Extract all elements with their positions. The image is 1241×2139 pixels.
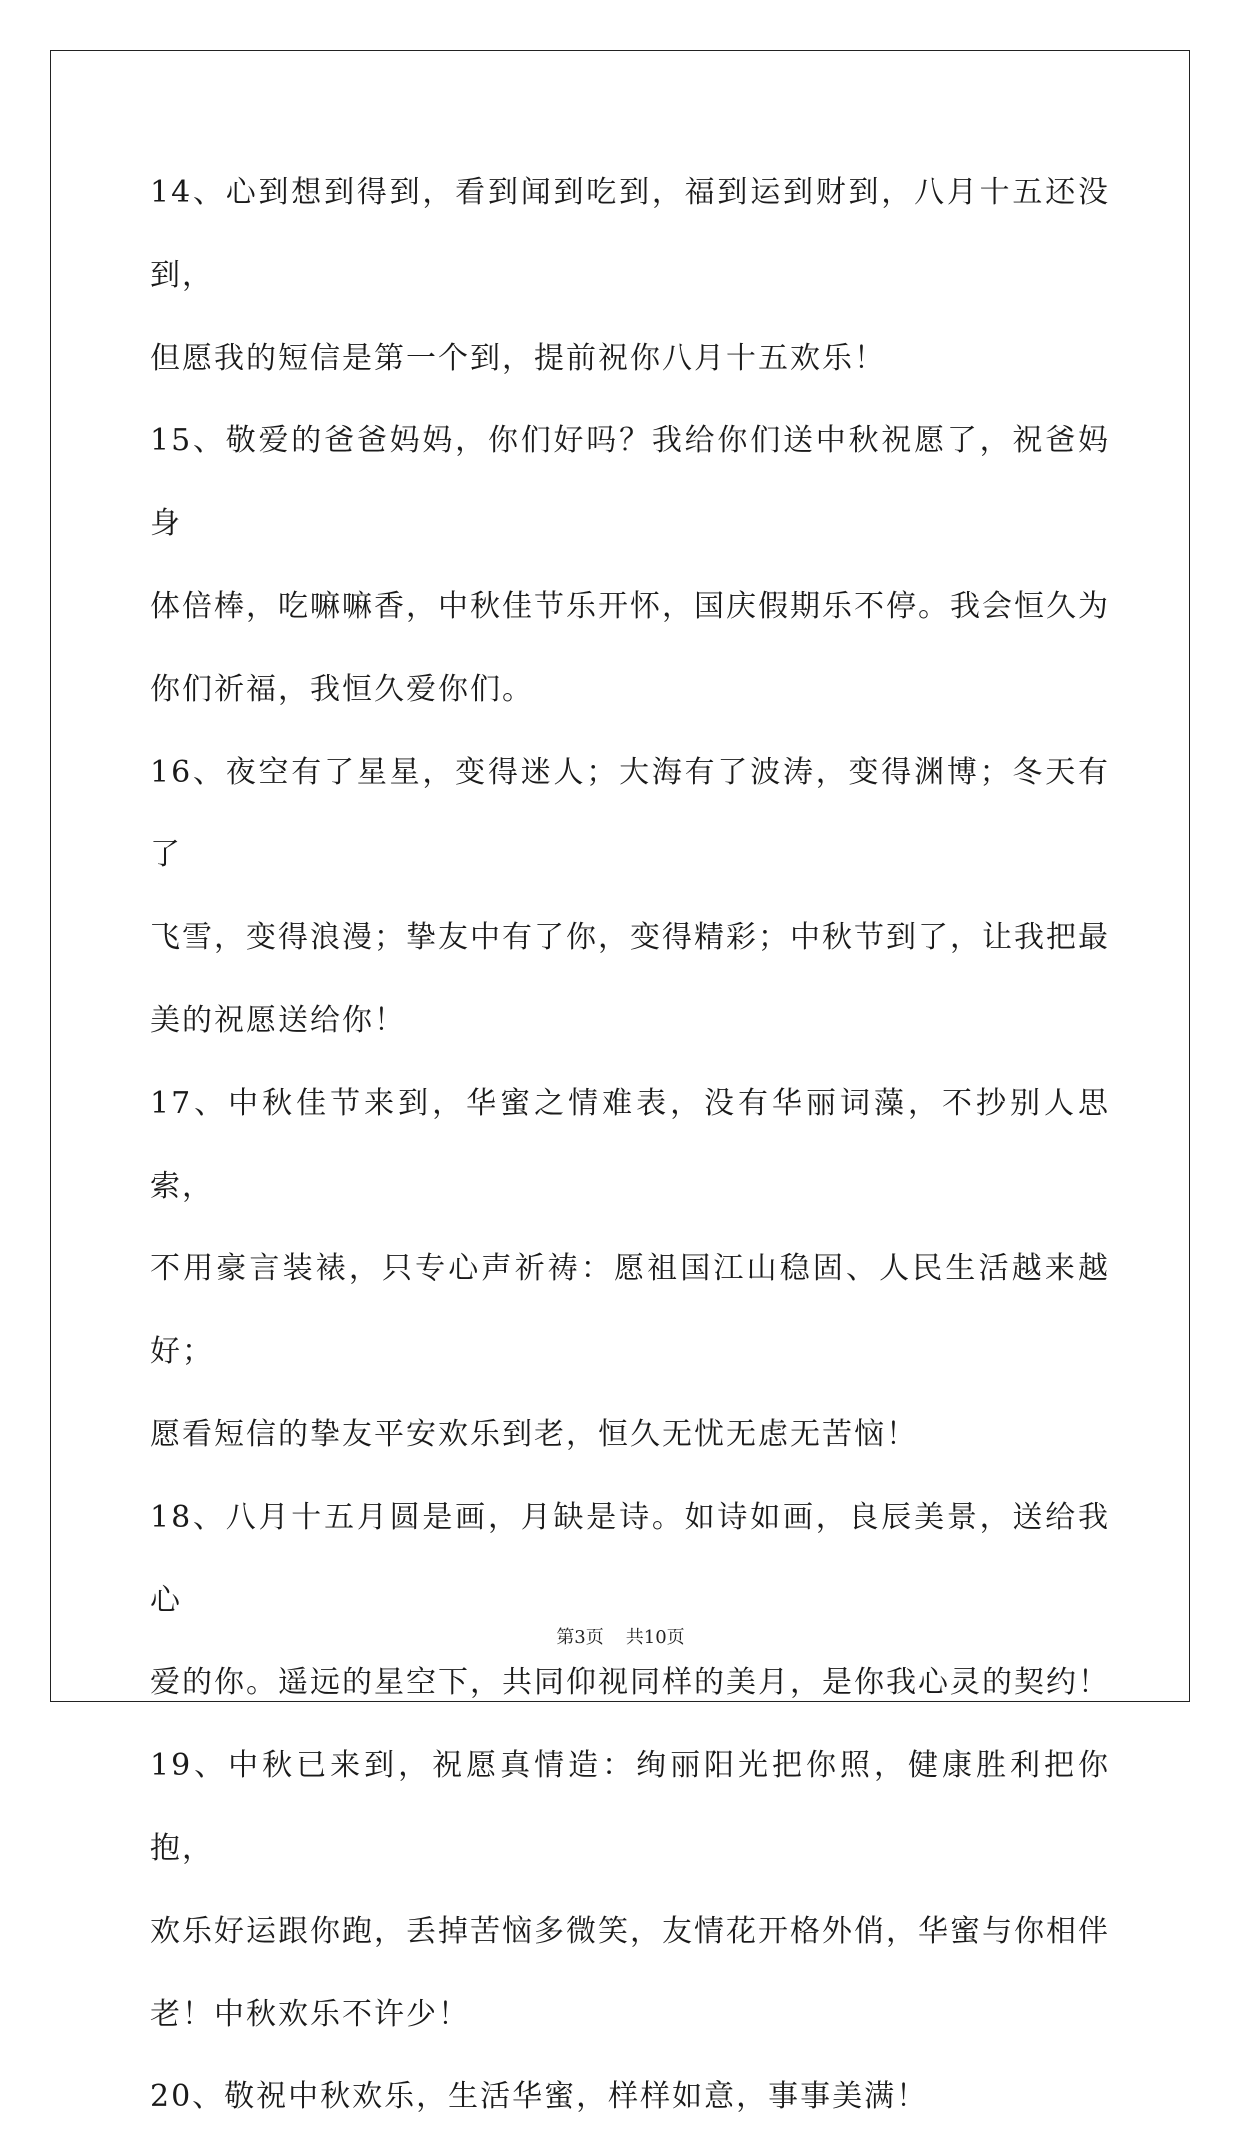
paragraph-20: 20、敬祝中秋欢乐，生活华蜜，样样如意，事事美满！ bbox=[150, 2079, 929, 2115]
paragraph-18: 18、八月十五月圆是画，月缺是诗。如诗如画，良辰美景，送给我心 爱的你。遥远的星空下，共同仰视同样的美月，是你我心灵的契约！ bbox=[150, 1499, 1110, 1701]
document-body bbox=[150, 152, 1110, 2139]
page-number: 第3页 bbox=[556, 1627, 604, 1648]
paragraph-14: 14、心到想到得到，看到闻到吃到，福到运到财到，八月十五还没到， 但愿我的短信是第一个到，提前祝你八月十五欢乐！ bbox=[150, 175, 1110, 376]
paragraph-17: 17、中秋佳节来到，华蜜之情难表，没有华丽词藻，不抄别人思索， 不用豪言装裱，只专心声祈祷：愿祖国江山稳固、人民生活越来越好； 愿看短信的挚友平安欢乐到老，恒久无忧无虑无苦恼！ bbox=[150, 1085, 1110, 1452]
paragraph-19: 19、中秋已来到，祝愿真情造：绚丽阳光把你照，健康胜利把你抱， 欢乐好运跟你跑，丢掉苦恼多微笑，友情花开格外俏，华蜜与你相伴 老！中秋欢乐不许少！ bbox=[150, 1748, 1110, 2032]
page-total: 共10页 bbox=[625, 1627, 685, 1648]
paragraph-16: 16、夜空有了星星，变得迷人；大海有了波涛，变得渊博；冬天有了 飞雪，变得浪漫；挚友中有了你，变得精彩；中秋节到了，让我把最 美的祝愿送给你！ bbox=[150, 754, 1110, 1038]
paragraph-15: 15、敬爱的爸爸妈妈，你们好吗？我给你们送中秋祝愿了，祝爸妈身 体倍棒，吃嘛嘛香，中秋佳节乐开怀，国庆假期乐不停。我会恒久为 你们祈福，我恒久爱你们。 bbox=[150, 423, 1110, 707]
page-footer bbox=[0, 1623, 1241, 1649]
